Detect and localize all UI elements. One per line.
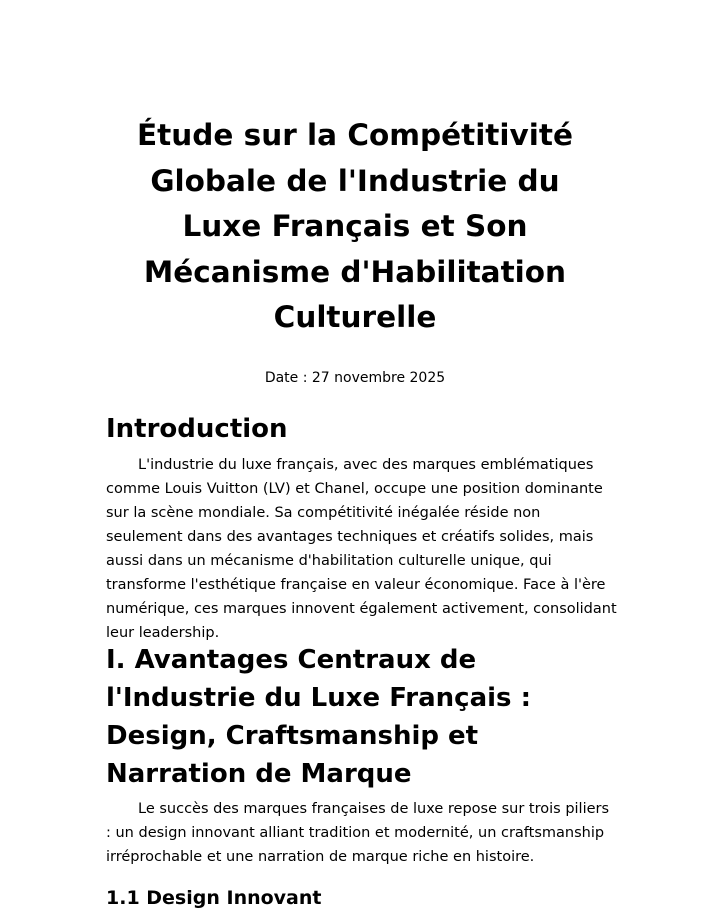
subsection-1-1-heading: 1.1 Design Innovant xyxy=(106,887,322,909)
document-date: Date : 27 novembre 2025 xyxy=(264,370,446,386)
introduction-heading: Introduction xyxy=(106,414,288,444)
document-title: Étude sur la Compétitivité Globale de l'Industrie du Luxe Français et Son Mécanisme d'Habilitation Culturelle xyxy=(137,118,573,334)
section-1-heading: I. Avantages Centraux de l'Industrie du Luxe Français : Design, Craftsmanship et Narration de Marque xyxy=(106,645,531,789)
section-1-paragraph: Le succès des marques françaises de luxe repose sur trois piliers : un design innovant alliant tradition et modernité, un craftsmanship irréprochable et une narration de marque riche en histoire. xyxy=(106,801,610,865)
introduction-paragraph: L'industrie du luxe français, avec des marques emblématiques comme Louis Vuitton (LV) et Chanel, occupe une position dominante sur la scène mondiale. Sa compétitivité inégalée réside non seulement dans des avantages techniques et créatifs solides, mais aussi dans un mécanisme d'habilitation culturelle unique, qui transforme l'esthétique française en valeur économique. Face à l'ère numérique, ces marques innovent également activement, consolidant leur leadership. xyxy=(106,457,617,641)
